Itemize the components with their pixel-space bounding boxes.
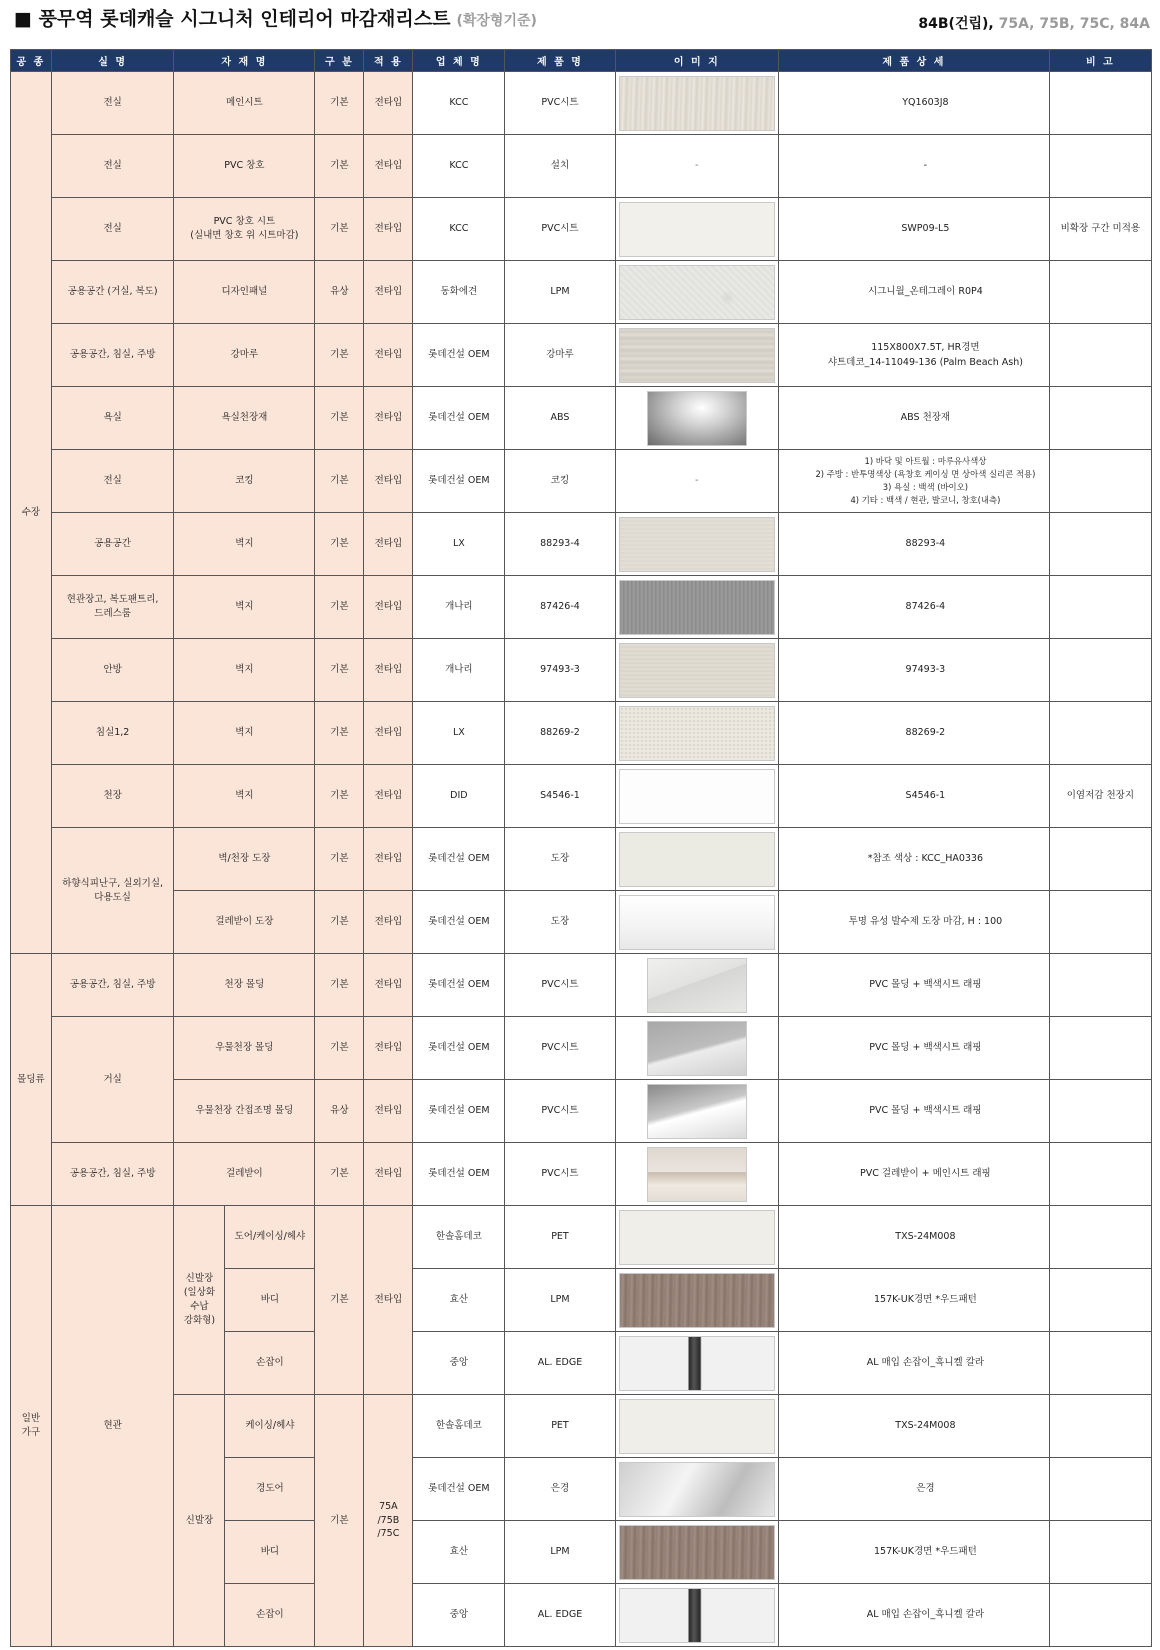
note-cell	[1049, 1206, 1151, 1269]
room-cell: 전실	[51, 450, 174, 513]
note-cell	[1049, 1332, 1151, 1395]
image-cell	[615, 1521, 778, 1584]
material-cell: 걸레받이 도장	[174, 891, 315, 954]
material-cell: 우물천장 간접조명 몰딩	[174, 1080, 315, 1143]
kind-cell: 기본	[315, 135, 364, 198]
room-cell: 전실	[51, 135, 174, 198]
note-cell	[1049, 1143, 1151, 1206]
table-row	[11, 261, 1152, 324]
vendor-cell: 롯데건설 OEM	[413, 891, 505, 954]
col-header: 업 체 명	[413, 50, 505, 72]
unit-type-others: 75A, 75B, 75C, 84A	[998, 16, 1150, 32]
detail-cell: 97493-3	[779, 639, 1050, 702]
material-swatch	[619, 328, 775, 383]
material-cell: 벽/천장 도장	[174, 828, 315, 891]
detail-cell: 87426-4	[779, 576, 1050, 639]
kind-cell: 기본	[315, 387, 364, 450]
product-cell: 88293-4	[505, 513, 615, 576]
room-cell: 전실	[51, 72, 174, 135]
col-header: 실 명	[51, 50, 174, 72]
product-cell: PVC시트	[505, 1017, 615, 1080]
vendor-cell: 개나리	[413, 639, 505, 702]
table-row	[11, 72, 1152, 135]
table-row	[11, 324, 1152, 387]
material-swatch	[619, 1525, 775, 1580]
material-swatch	[647, 1147, 747, 1202]
col-header: 제 품 명	[505, 50, 615, 72]
room-cell: 공용공간 (거실, 복도)	[51, 261, 174, 324]
apply-cell: 전타입	[364, 261, 413, 324]
sub-material-cell: 신발장 (일상화 수납 강화형)	[174, 1206, 225, 1395]
note-cell	[1049, 1017, 1151, 1080]
apply-cell: 전타입	[364, 324, 413, 387]
material-cell: 욕실천장재	[174, 387, 315, 450]
vendor-cell: 롯데건설 OEM	[413, 954, 505, 1017]
room-cell: 공용공간	[51, 513, 174, 576]
product-cell: LPM	[505, 261, 615, 324]
vendor-cell: 한솔홈데코	[413, 1206, 505, 1269]
table-row	[11, 1395, 1152, 1458]
image-cell	[615, 576, 778, 639]
product-cell: 강마루	[505, 324, 615, 387]
vendor-cell: 개나리	[413, 576, 505, 639]
note-cell	[1049, 702, 1151, 765]
detail-cell: PVC 몰딩 + 백색시트 래핑	[779, 1017, 1050, 1080]
apply-cell: 전타입	[364, 1206, 413, 1395]
note-cell	[1049, 261, 1151, 324]
material-swatch	[647, 391, 747, 446]
note-cell	[1049, 954, 1151, 1017]
col-header: 적 용	[364, 50, 413, 72]
title-text: ■ 풍무역 롯데캐슬 시그니처 인테리어 마감재리스트	[14, 8, 451, 30]
table-row	[11, 1206, 1152, 1269]
category-cell: 몰딩류	[11, 954, 52, 1206]
material-swatch	[619, 76, 775, 131]
table-row	[11, 702, 1152, 765]
table-row	[11, 1143, 1152, 1206]
detail-cell: -	[779, 135, 1050, 198]
apply-cell: 전타입	[364, 198, 413, 261]
material-cell: 바디	[225, 1521, 315, 1584]
vendor-cell: 롯데건설 OEM	[413, 1080, 505, 1143]
apply-cell: 전타입	[364, 387, 413, 450]
material-cell: 걸레받이	[174, 1143, 315, 1206]
image-cell	[615, 198, 778, 261]
vendor-cell: 롯데건설 OEM	[413, 387, 505, 450]
kind-cell: 기본	[315, 450, 364, 513]
material-cell: 손잡이	[225, 1584, 315, 1647]
room-cell: 전실	[51, 198, 174, 261]
material-swatch	[647, 1021, 747, 1076]
note-cell	[1049, 639, 1151, 702]
image-cell	[615, 1458, 778, 1521]
apply-cell: 전타입	[364, 1080, 413, 1143]
category-cell: 수장	[11, 72, 52, 954]
category-cell: 일반 가구	[11, 1206, 52, 1647]
note-cell	[1049, 1521, 1151, 1584]
image-cell	[615, 1584, 778, 1647]
detail-cell: YQ1603J8	[779, 72, 1050, 135]
table-row	[11, 198, 1152, 261]
material-swatch	[619, 202, 775, 257]
note-cell	[1049, 1458, 1151, 1521]
table-row	[11, 513, 1152, 576]
image-cell	[615, 1017, 778, 1080]
image-cell	[615, 954, 778, 1017]
apply-cell: 전타입	[364, 450, 413, 513]
detail-cell: 1) 바닥 및 아트월 : 마루유사색상 2) 주방 : 반투명색상 (욕창호 케이싱 면 상아색 실리콘 적용) 3) 욕실 : 백색 (바이오) 4) 기타 : 백색 / 현관, 발코니, 창호(내측)	[779, 450, 1050, 513]
material-swatch	[647, 1084, 747, 1139]
kind-cell: 유상	[315, 261, 364, 324]
apply-cell: 전타입	[364, 828, 413, 891]
kind-cell: 기본	[315, 198, 364, 261]
title-subtitle: (확장형기준)	[456, 13, 537, 29]
table-header-row	[11, 50, 1152, 72]
product-cell: LPM	[505, 1521, 615, 1584]
image-cell	[615, 639, 778, 702]
kind-cell: 기본	[315, 1017, 364, 1080]
image-cell	[615, 891, 778, 954]
note-cell: 이염저감 천장지	[1049, 765, 1151, 828]
vendor-cell: 롯데건설 OEM	[413, 1143, 505, 1206]
note-cell: 비확장 구간 미적용	[1049, 198, 1151, 261]
col-header: 비 고	[1049, 50, 1151, 72]
material-cell: 강마루	[174, 324, 315, 387]
vendor-cell: DID	[413, 765, 505, 828]
table-row	[11, 891, 1152, 954]
unit-type-primary: 84B(건립),	[918, 16, 994, 32]
material-swatch	[619, 1588, 775, 1643]
kind-cell: 기본	[315, 513, 364, 576]
vendor-cell: 롯데건설 OEM	[413, 828, 505, 891]
material-cell: 우물천장 몰딩	[174, 1017, 315, 1080]
material-swatch	[619, 580, 775, 635]
material-cell: 벽지	[174, 639, 315, 702]
note-cell	[1049, 1584, 1151, 1647]
image-cell	[615, 450, 778, 513]
kind-cell: 기본	[315, 576, 364, 639]
material-cell: 벽지	[174, 765, 315, 828]
image-cell	[615, 72, 778, 135]
vendor-cell: 동화에견	[413, 261, 505, 324]
image-cell	[615, 828, 778, 891]
product-cell: S4546-1	[505, 765, 615, 828]
vendor-cell: LX	[413, 702, 505, 765]
col-header: 공 종	[11, 50, 52, 72]
material-cell: 코킹	[174, 450, 315, 513]
vendor-cell: 롯데건설 OEM	[413, 1017, 505, 1080]
apply-cell: 전타입	[364, 135, 413, 198]
product-cell: 코킹	[505, 450, 615, 513]
vendor-cell: 효산	[413, 1521, 505, 1584]
note-cell	[1049, 1269, 1151, 1332]
table-row	[11, 135, 1152, 198]
vendor-cell: KCC	[413, 72, 505, 135]
detail-cell: SWP09-L5	[779, 198, 1050, 261]
col-header: 구 분	[315, 50, 364, 72]
detail-cell: TXS-24M008	[779, 1206, 1050, 1269]
material-cell: PVC 창호	[174, 135, 315, 198]
apply-cell: 75A /75B /75C	[364, 1395, 413, 1647]
detail-cell: 115X800X7.5T, HR경면 샤트데코_14-11049-136 (Palm Beach Ash)	[779, 324, 1050, 387]
kind-cell: 기본	[315, 702, 364, 765]
detail-cell: 투명 유성 발수제 도장 마감, H : 100	[779, 891, 1050, 954]
image-cell	[615, 135, 778, 198]
note-cell	[1049, 450, 1151, 513]
material-swatch	[619, 517, 775, 572]
detail-cell: PVC 걸레받이 + 메인시트 래핑	[779, 1143, 1050, 1206]
material-swatch	[619, 1462, 775, 1517]
material-cell: 메인시트	[174, 72, 315, 135]
detail-cell: 88269-2	[779, 702, 1050, 765]
detail-cell: 157K-UK경면 *우드패턴	[779, 1269, 1050, 1332]
image-placeholder: -	[695, 474, 699, 486]
room-cell: 욕실	[51, 387, 174, 450]
image-cell	[615, 1332, 778, 1395]
product-cell: PET	[505, 1395, 615, 1458]
kind-cell: 기본	[315, 1143, 364, 1206]
material-swatch	[619, 1273, 775, 1328]
product-cell: PVC시트	[505, 72, 615, 135]
material-cell: 케이싱/헤샤	[225, 1395, 315, 1458]
image-cell	[615, 1206, 778, 1269]
product-cell: 도장	[505, 828, 615, 891]
table-row	[11, 387, 1152, 450]
vendor-cell: 효산	[413, 1269, 505, 1332]
image-cell	[615, 1080, 778, 1143]
product-cell: 도장	[505, 891, 615, 954]
vendor-cell: 롯데건설 OEM	[413, 1458, 505, 1521]
apply-cell: 전타입	[364, 72, 413, 135]
detail-cell: 시그니월_온테그레이 R0P4	[779, 261, 1050, 324]
kind-cell: 기본	[315, 1395, 364, 1647]
product-cell: AL. EDGE	[505, 1584, 615, 1647]
kind-cell: 기본	[315, 324, 364, 387]
material-cell: 벽지	[174, 513, 315, 576]
unit-types	[918, 13, 1150, 33]
material-swatch	[619, 832, 775, 887]
note-cell	[1049, 828, 1151, 891]
room-cell: 침실1,2	[51, 702, 174, 765]
material-cell: 손잡이	[225, 1332, 315, 1395]
apply-cell: 전타입	[364, 639, 413, 702]
detail-cell: 157K-UK경면 *우드패턴	[779, 1521, 1050, 1584]
room-cell: 천장	[51, 765, 174, 828]
image-cell	[615, 702, 778, 765]
vendor-cell: 롯데건설 OEM	[413, 450, 505, 513]
kind-cell: 기본	[315, 828, 364, 891]
room-cell: 공용공간, 침실, 주방	[51, 1143, 174, 1206]
vendor-cell: 중앙	[413, 1584, 505, 1647]
detail-cell: 88293-4	[779, 513, 1050, 576]
product-cell: PVC시트	[505, 1080, 615, 1143]
vendor-cell: 중앙	[413, 1332, 505, 1395]
col-header: 이 미 지	[615, 50, 778, 72]
material-cell: 디자인패널	[174, 261, 315, 324]
apply-cell: 전타입	[364, 1017, 413, 1080]
material-swatch	[619, 1336, 775, 1391]
image-cell	[615, 261, 778, 324]
material-cell: 경도어	[225, 1458, 315, 1521]
room-cell: 하향식피난구, 실외기실, 다용도실	[51, 828, 174, 954]
image-cell	[615, 1143, 778, 1206]
image-cell	[615, 387, 778, 450]
kind-cell: 기본	[315, 72, 364, 135]
image-cell	[615, 324, 778, 387]
image-placeholder: -	[695, 159, 699, 171]
detail-cell: TXS-24M008	[779, 1395, 1050, 1458]
apply-cell: 전타입	[364, 891, 413, 954]
image-cell	[615, 513, 778, 576]
vendor-cell: KCC	[413, 198, 505, 261]
apply-cell: 전타입	[364, 954, 413, 1017]
table-row	[11, 1017, 1152, 1080]
kind-cell: 유상	[315, 1080, 364, 1143]
apply-cell: 전타입	[364, 702, 413, 765]
detail-cell: PVC 몰딩 + 백색시트 래핑	[779, 954, 1050, 1017]
table-row	[11, 639, 1152, 702]
note-cell	[1049, 576, 1151, 639]
product-cell: PVC시트	[505, 198, 615, 261]
material-swatch	[619, 706, 775, 761]
kind-cell: 기본	[315, 891, 364, 954]
room-cell: 현관	[51, 1206, 174, 1647]
note-cell	[1049, 72, 1151, 135]
kind-cell: 기본	[315, 639, 364, 702]
detail-cell: AL 매입 손잡이_흑니켈 칼라	[779, 1332, 1050, 1395]
material-swatch	[619, 769, 775, 824]
product-cell: PVC시트	[505, 1143, 615, 1206]
detail-cell: AL 매입 손잡이_흑니켈 칼라	[779, 1584, 1050, 1647]
note-cell	[1049, 1080, 1151, 1143]
detail-cell: 은경	[779, 1458, 1050, 1521]
col-header: 제 품 상 세	[779, 50, 1050, 72]
material-swatch	[619, 1210, 775, 1265]
note-cell	[1049, 387, 1151, 450]
col-header: 자 재 명	[174, 50, 315, 72]
apply-cell: 전타입	[364, 576, 413, 639]
product-cell: 87426-4	[505, 576, 615, 639]
product-cell: PVC시트	[505, 954, 615, 1017]
table-row	[11, 1080, 1152, 1143]
room-cell: 공용공간, 침실, 주방	[51, 324, 174, 387]
table-row	[11, 954, 1152, 1017]
material-swatch	[619, 643, 775, 698]
material-cell: PVC 창호 시트 (실내면 창호 위 시트마감)	[174, 198, 315, 261]
detail-cell: ABS 천장재	[779, 387, 1050, 450]
product-cell: 97493-3	[505, 639, 615, 702]
material-swatch	[619, 1399, 775, 1454]
product-cell: 은경	[505, 1458, 615, 1521]
vendor-cell: LX	[413, 513, 505, 576]
note-cell	[1049, 1395, 1151, 1458]
material-cell: 벽지	[174, 702, 315, 765]
product-cell: ABS	[505, 387, 615, 450]
material-cell: 도어/케이싱/헤샤	[225, 1206, 315, 1269]
detail-cell: *참조 색상 : KCC_HA0336	[779, 828, 1050, 891]
material-swatch	[619, 265, 775, 320]
table-row	[11, 828, 1152, 891]
material-swatch	[647, 958, 747, 1013]
material-cell: 바디	[225, 1269, 315, 1332]
apply-cell: 전타입	[364, 1143, 413, 1206]
apply-cell: 전타입	[364, 765, 413, 828]
finish-material-table	[10, 49, 1152, 1647]
note-cell	[1049, 891, 1151, 954]
kind-cell: 기본	[315, 954, 364, 1017]
room-cell: 안방	[51, 639, 174, 702]
sub-material-cell: 신발장	[174, 1395, 225, 1647]
image-cell	[615, 765, 778, 828]
vendor-cell: 롯데건설 OEM	[413, 324, 505, 387]
vendor-cell: 한솔홈데코	[413, 1395, 505, 1458]
page-title	[14, 4, 537, 31]
product-cell: AL. EDGE	[505, 1332, 615, 1395]
table-row	[11, 576, 1152, 639]
material-cell: 벽지	[174, 576, 315, 639]
product-cell: LPM	[505, 1269, 615, 1332]
kind-cell: 기본	[315, 1206, 364, 1395]
detail-cell: PVC 몰딩 + 백색시트 래핑	[779, 1080, 1050, 1143]
title-bar	[14, 4, 1150, 40]
image-cell	[615, 1269, 778, 1332]
note-cell	[1049, 135, 1151, 198]
note-cell	[1049, 324, 1151, 387]
room-cell: 공용공간, 침실, 주방	[51, 954, 174, 1017]
table-row	[11, 765, 1152, 828]
kind-cell: 기본	[315, 765, 364, 828]
product-cell: PET	[505, 1206, 615, 1269]
material-swatch	[619, 895, 775, 950]
material-cell: 천장 몰딩	[174, 954, 315, 1017]
product-cell: 88269-2	[505, 702, 615, 765]
apply-cell: 전타입	[364, 513, 413, 576]
room-cell: 현관장고, 복도팬트리, 드레스룸	[51, 576, 174, 639]
product-cell: 설치	[505, 135, 615, 198]
room-cell: 거실	[51, 1017, 174, 1143]
image-cell	[615, 1395, 778, 1458]
vendor-cell: KCC	[413, 135, 505, 198]
table-row	[11, 450, 1152, 513]
detail-cell: S4546-1	[779, 765, 1050, 828]
note-cell	[1049, 513, 1151, 576]
